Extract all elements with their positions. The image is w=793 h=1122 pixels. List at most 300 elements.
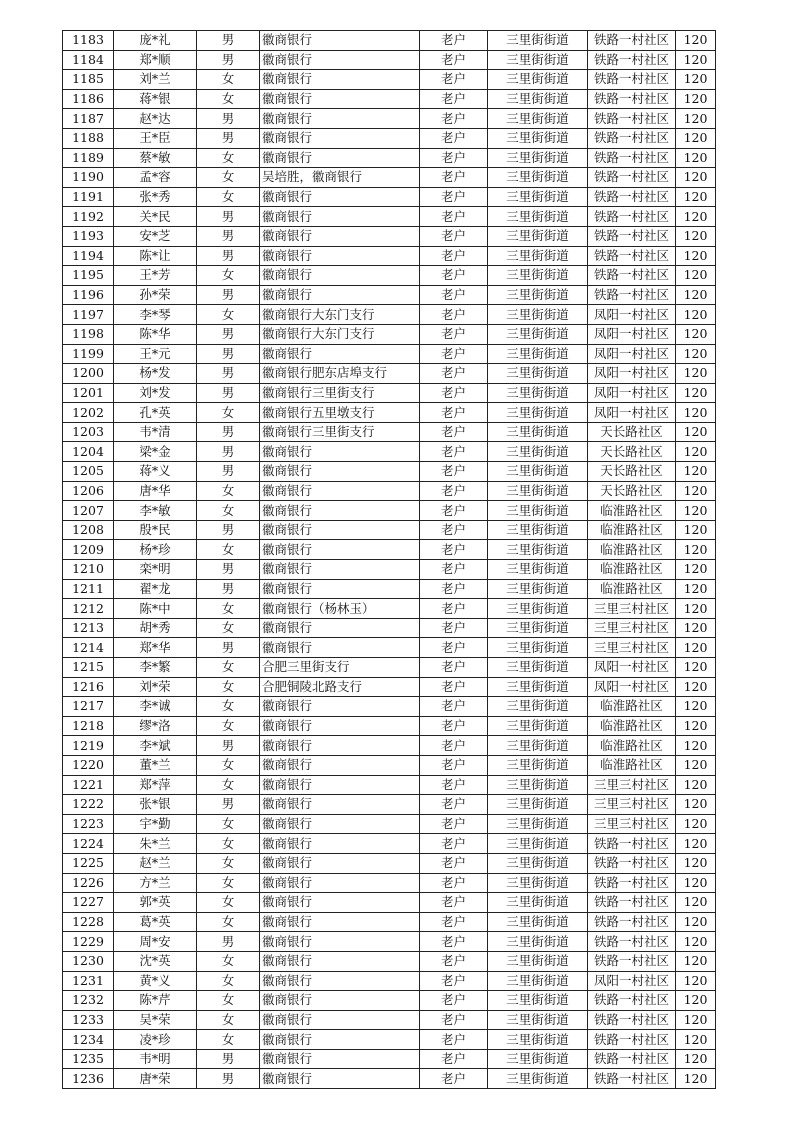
amount-cell: 120: [676, 834, 716, 854]
amount-cell: 120: [676, 1069, 716, 1089]
gender-cell: 女: [197, 912, 260, 932]
community-cell: 凤阳一村社区: [588, 677, 676, 697]
community-cell: 凤阳一村社区: [588, 658, 676, 678]
bank-cell: 徽商银行: [260, 1030, 420, 1050]
serial-number-cell: 1203: [63, 422, 114, 442]
household-type-cell: 老户: [420, 383, 488, 403]
table-row: [63, 795, 716, 815]
serial-number-cell: 1210: [63, 560, 114, 580]
serial-number-cell: 1192: [63, 207, 114, 227]
household-type-cell: 老户: [420, 89, 488, 109]
bank-cell: 徽商银行: [260, 579, 420, 599]
amount-cell: 120: [676, 246, 716, 266]
name-cell: 蒋*义: [114, 462, 197, 482]
subdistrict-cell: 三里街街道: [488, 128, 588, 148]
subdistrict-cell: 三里街街道: [488, 305, 588, 325]
table-row: [63, 971, 716, 991]
community-cell: 凤阳一村社区: [588, 364, 676, 384]
name-cell: 陈*华: [114, 324, 197, 344]
serial-number-cell: 1234: [63, 1030, 114, 1050]
table-row: [63, 873, 716, 893]
name-cell: 韦*清: [114, 422, 197, 442]
subdistrict-cell: 三里街街道: [488, 442, 588, 462]
community-cell: 临淮路社区: [588, 560, 676, 580]
amount-cell: 120: [676, 520, 716, 540]
subdistrict-cell: 三里街街道: [488, 1010, 588, 1030]
household-type-cell: 老户: [420, 462, 488, 482]
community-cell: 临淮路社区: [588, 501, 676, 521]
bank-cell: 徽商银行大东门支行: [260, 305, 420, 325]
serial-number-cell: 1230: [63, 951, 114, 971]
household-type-cell: 老户: [420, 775, 488, 795]
table-row: [63, 658, 716, 678]
gender-cell: 女: [197, 971, 260, 991]
table-row: [63, 442, 716, 462]
bank-cell: 徽商银行: [260, 266, 420, 286]
bank-cell: 徽商银行: [260, 755, 420, 775]
serial-number-cell: 1217: [63, 697, 114, 717]
table-row: [63, 481, 716, 501]
serial-number-cell: 1219: [63, 736, 114, 756]
serial-number-cell: 1232: [63, 991, 114, 1011]
gender-cell: 女: [197, 814, 260, 834]
subdistrict-cell: 三里街街道: [488, 540, 588, 560]
table-row: [63, 716, 716, 736]
bank-cell: 合肥铜陵北路支行: [260, 677, 420, 697]
name-cell: 李*敏: [114, 501, 197, 521]
household-type-cell: 老户: [420, 403, 488, 423]
table-row: [63, 168, 716, 188]
community-cell: 凤阳一村社区: [588, 971, 676, 991]
serial-number-cell: 1225: [63, 853, 114, 873]
community-cell: 凤阳一村社区: [588, 403, 676, 423]
subdistrict-cell: 三里街街道: [488, 226, 588, 246]
amount-cell: 120: [676, 932, 716, 952]
name-cell: 郭*英: [114, 893, 197, 913]
gender-cell: 女: [197, 148, 260, 168]
table-row: [63, 128, 716, 148]
gender-cell: 男: [197, 31, 260, 51]
serial-number-cell: 1193: [63, 226, 114, 246]
amount-cell: 120: [676, 912, 716, 932]
gender-cell: 男: [197, 226, 260, 246]
subdistrict-cell: 三里街街道: [488, 716, 588, 736]
name-cell: 陈*中: [114, 599, 197, 619]
amount-cell: 120: [676, 305, 716, 325]
household-type-cell: 老户: [420, 109, 488, 129]
gender-cell: 男: [197, 344, 260, 364]
amount-cell: 120: [676, 853, 716, 873]
bank-cell: 徽商银行: [260, 697, 420, 717]
community-cell: 天长路社区: [588, 442, 676, 462]
community-cell: 铁路一村社区: [588, 31, 676, 51]
subdistrict-cell: 三里街街道: [488, 579, 588, 599]
household-type-cell: 老户: [420, 266, 488, 286]
amount-cell: 120: [676, 344, 716, 364]
household-type-cell: 老户: [420, 226, 488, 246]
community-cell: 临淮路社区: [588, 579, 676, 599]
amount-cell: 120: [676, 814, 716, 834]
bank-cell: 徽商银行: [260, 1069, 420, 1089]
household-type-cell: 老户: [420, 873, 488, 893]
bank-cell: 徽商银行: [260, 501, 420, 521]
bank-cell: 徽商银行: [260, 1049, 420, 1069]
community-cell: 铁路一村社区: [588, 50, 676, 70]
household-type-cell: 老户: [420, 716, 488, 736]
community-cell: 铁路一村社区: [588, 89, 676, 109]
community-cell: 凤阳一村社区: [588, 324, 676, 344]
table-row: [63, 501, 716, 521]
household-type-cell: 老户: [420, 912, 488, 932]
table-row: [63, 148, 716, 168]
amount-cell: 120: [676, 658, 716, 678]
serial-number-cell: 1212: [63, 599, 114, 619]
bank-cell: 徽商银行: [260, 50, 420, 70]
bank-cell: 徽商银行: [260, 462, 420, 482]
bank-cell: 徽商银行: [260, 853, 420, 873]
bank-cell: 徽商银行: [260, 951, 420, 971]
gender-cell: 男: [197, 364, 260, 384]
table-row: [63, 364, 716, 384]
name-cell: 王*元: [114, 344, 197, 364]
table-row: [63, 853, 716, 873]
gender-cell: 男: [197, 795, 260, 815]
serial-number-cell: 1216: [63, 677, 114, 697]
household-type-cell: 老户: [420, 618, 488, 638]
name-cell: 葛*英: [114, 912, 197, 932]
gender-cell: 女: [197, 1030, 260, 1050]
household-type-cell: 老户: [420, 1010, 488, 1030]
table-row: [63, 462, 716, 482]
gender-cell: 男: [197, 1049, 260, 1069]
household-type-cell: 老户: [420, 305, 488, 325]
table-row: [63, 540, 716, 560]
household-type-cell: 老户: [420, 755, 488, 775]
serial-number-cell: 1198: [63, 324, 114, 344]
serial-number-cell: 1197: [63, 305, 114, 325]
name-cell: 孔*英: [114, 403, 197, 423]
table-row: [63, 187, 716, 207]
amount-cell: 120: [676, 128, 716, 148]
table-row: [63, 109, 716, 129]
amount-cell: 120: [676, 971, 716, 991]
name-cell: 朱*兰: [114, 834, 197, 854]
subdistrict-cell: 三里街街道: [488, 991, 588, 1011]
serial-number-cell: 1189: [63, 148, 114, 168]
subdistrict-cell: 三里街街道: [488, 383, 588, 403]
community-cell: 铁路一村社区: [588, 226, 676, 246]
community-cell: 三里三村社区: [588, 618, 676, 638]
subdistrict-cell: 三里街街道: [488, 109, 588, 129]
bank-cell: 徽商银行: [260, 912, 420, 932]
amount-cell: 120: [676, 207, 716, 227]
subdistrict-cell: 三里街街道: [488, 266, 588, 286]
table-row: [63, 207, 716, 227]
table-row: [63, 70, 716, 90]
bank-cell: 徽商银行三里街支行: [260, 422, 420, 442]
household-type-cell: 老户: [420, 324, 488, 344]
amount-cell: 120: [676, 168, 716, 188]
subdistrict-cell: 三里街街道: [488, 853, 588, 873]
household-type-cell: 老户: [420, 168, 488, 188]
name-cell: 张*秀: [114, 187, 197, 207]
name-cell: 韦*明: [114, 1049, 197, 1069]
subdistrict-cell: 三里街街道: [488, 1030, 588, 1050]
community-cell: 铁路一村社区: [588, 1049, 676, 1069]
gender-cell: 男: [197, 520, 260, 540]
name-cell: 李*斌: [114, 736, 197, 756]
name-cell: 赵*兰: [114, 853, 197, 873]
serial-number-cell: 1195: [63, 266, 114, 286]
name-cell: 赵*达: [114, 109, 197, 129]
gender-cell: 女: [197, 599, 260, 619]
name-cell: 孙*荣: [114, 285, 197, 305]
name-cell: 李*繁: [114, 658, 197, 678]
household-type-cell: 老户: [420, 442, 488, 462]
table-row: [63, 560, 716, 580]
household-type-cell: 老户: [420, 285, 488, 305]
table-body: [63, 31, 716, 1089]
name-cell: 蒋*银: [114, 89, 197, 109]
table-row: [63, 1030, 716, 1050]
subdistrict-cell: 三里街街道: [488, 677, 588, 697]
gender-cell: 女: [197, 403, 260, 423]
name-cell: 方*兰: [114, 873, 197, 893]
name-cell: 安*芝: [114, 226, 197, 246]
bank-cell: 合肥三里街支行: [260, 658, 420, 678]
household-type-cell: 老户: [420, 501, 488, 521]
serial-number-cell: 1233: [63, 1010, 114, 1030]
table-row: [63, 1010, 716, 1030]
name-cell: 刘*兰: [114, 70, 197, 90]
community-cell: 铁路一村社区: [588, 207, 676, 227]
household-type-cell: 老户: [420, 481, 488, 501]
subdistrict-cell: 三里街街道: [488, 403, 588, 423]
bank-cell: 徽商银行: [260, 70, 420, 90]
amount-cell: 120: [676, 795, 716, 815]
serial-number-cell: 1226: [63, 873, 114, 893]
subdistrict-cell: 三里街街道: [488, 422, 588, 442]
community-cell: 三里三村社区: [588, 775, 676, 795]
household-type-cell: 老户: [420, 893, 488, 913]
subdistrict-cell: 三里街街道: [488, 755, 588, 775]
gender-cell: 男: [197, 50, 260, 70]
table-row: [63, 912, 716, 932]
name-cell: 唐*荣: [114, 1069, 197, 1089]
bank-cell: 徽商银行: [260, 344, 420, 364]
table-row: [63, 344, 716, 364]
subdistrict-cell: 三里街街道: [488, 324, 588, 344]
amount-cell: 120: [676, 697, 716, 717]
serial-number-cell: 1236: [63, 1069, 114, 1089]
subdistrict-cell: 三里街街道: [488, 560, 588, 580]
household-type-cell: 老户: [420, 599, 488, 619]
table-row: [63, 618, 716, 638]
subdistrict-cell: 三里街街道: [488, 207, 588, 227]
bank-cell: 徽商银行: [260, 971, 420, 991]
bank-cell: 徽商银行: [260, 226, 420, 246]
name-cell: 郑*萍: [114, 775, 197, 795]
community-cell: 铁路一村社区: [588, 187, 676, 207]
household-type-cell: 老户: [420, 187, 488, 207]
gender-cell: 女: [197, 266, 260, 286]
table-row: [63, 285, 716, 305]
community-cell: 临淮路社区: [588, 697, 676, 717]
gender-cell: 男: [197, 462, 260, 482]
household-type-cell: 老户: [420, 560, 488, 580]
serial-number-cell: 1218: [63, 716, 114, 736]
amount-cell: 120: [676, 364, 716, 384]
serial-number-cell: 1228: [63, 912, 114, 932]
community-cell: 铁路一村社区: [588, 266, 676, 286]
serial-number-cell: 1231: [63, 971, 114, 991]
table-row: [63, 736, 716, 756]
subdistrict-cell: 三里街街道: [488, 31, 588, 51]
table-row: [63, 89, 716, 109]
subdistrict-cell: 三里街街道: [488, 481, 588, 501]
name-cell: 杨*珍: [114, 540, 197, 560]
household-type-cell: 老户: [420, 991, 488, 1011]
subdistrict-cell: 三里街街道: [488, 285, 588, 305]
subdistrict-cell: 三里街街道: [488, 873, 588, 893]
name-cell: 缪*洛: [114, 716, 197, 736]
community-cell: 临淮路社区: [588, 520, 676, 540]
bank-cell: 徽商银行: [260, 560, 420, 580]
bank-cell: 徽商银行: [260, 540, 420, 560]
subdistrict-cell: 三里街街道: [488, 462, 588, 482]
table-row: [63, 834, 716, 854]
bank-cell: 徽商银行: [260, 148, 420, 168]
bank-cell: 徽商银行: [260, 1010, 420, 1030]
household-type-cell: 老户: [420, 1069, 488, 1089]
table-row: [63, 520, 716, 540]
household-type-cell: 老户: [420, 540, 488, 560]
community-cell: 铁路一村社区: [588, 951, 676, 971]
amount-cell: 120: [676, 266, 716, 286]
amount-cell: 120: [676, 755, 716, 775]
gender-cell: 女: [197, 305, 260, 325]
amount-cell: 120: [676, 1049, 716, 1069]
household-type-cell: 老户: [420, 148, 488, 168]
bank-cell: 徽商银行: [260, 618, 420, 638]
table-row: [63, 991, 716, 1011]
community-cell: 铁路一村社区: [588, 246, 676, 266]
serial-number-cell: 1229: [63, 932, 114, 952]
household-type-cell: 老户: [420, 951, 488, 971]
bank-cell: 徽商银行: [260, 873, 420, 893]
subdistrict-cell: 三里街街道: [488, 814, 588, 834]
household-type-cell: 老户: [420, 579, 488, 599]
serial-number-cell: 1194: [63, 246, 114, 266]
community-cell: 铁路一村社区: [588, 70, 676, 90]
amount-cell: 120: [676, 677, 716, 697]
subdistrict-cell: 三里街街道: [488, 187, 588, 207]
household-type-cell: 老户: [420, 520, 488, 540]
gender-cell: 女: [197, 697, 260, 717]
gender-cell: 女: [197, 853, 260, 873]
bank-cell: 徽商银行五里墩支行: [260, 403, 420, 423]
gender-cell: 男: [197, 560, 260, 580]
name-cell: 胡*秀: [114, 618, 197, 638]
subdistrict-cell: 三里街街道: [488, 951, 588, 971]
gender-cell: 女: [197, 873, 260, 893]
bank-cell: 徽商银行: [260, 991, 420, 1011]
bank-cell: 徽商银行: [260, 716, 420, 736]
bank-cell: 徽商银行: [260, 481, 420, 501]
serial-number-cell: 1220: [63, 755, 114, 775]
community-cell: 三里三村社区: [588, 795, 676, 815]
community-cell: 铁路一村社区: [588, 873, 676, 893]
name-cell: 栾*明: [114, 560, 197, 580]
amount-cell: 120: [676, 716, 716, 736]
table-row: [63, 638, 716, 658]
amount-cell: 120: [676, 775, 716, 795]
amount-cell: 120: [676, 1030, 716, 1050]
amount-cell: 120: [676, 951, 716, 971]
table-row: [63, 814, 716, 834]
bank-cell: 徽商银行: [260, 207, 420, 227]
subdistrict-cell: 三里街街道: [488, 736, 588, 756]
bank-cell: 徽商银行: [260, 246, 420, 266]
table-row: [63, 324, 716, 344]
subdistrict-cell: 三里街街道: [488, 70, 588, 90]
gender-cell: 男: [197, 932, 260, 952]
table-row: [63, 422, 716, 442]
amount-cell: 120: [676, 70, 716, 90]
community-cell: 三里三村社区: [588, 638, 676, 658]
name-cell: 宇*勤: [114, 814, 197, 834]
household-type-cell: 老户: [420, 697, 488, 717]
gender-cell: 女: [197, 89, 260, 109]
amount-cell: 120: [676, 991, 716, 1011]
amount-cell: 120: [676, 560, 716, 580]
serial-number-cell: 1211: [63, 579, 114, 599]
gender-cell: 女: [197, 951, 260, 971]
subdistrict-cell: 三里街街道: [488, 697, 588, 717]
subdistrict-cell: 三里街街道: [488, 501, 588, 521]
amount-cell: 120: [676, 736, 716, 756]
subdistrict-cell: 三里街街道: [488, 364, 588, 384]
table-row: [63, 305, 716, 325]
subdistrict-cell: 三里街街道: [488, 89, 588, 109]
household-type-cell: 老户: [420, 70, 488, 90]
serial-number-cell: 1191: [63, 187, 114, 207]
household-type-cell: 老户: [420, 1030, 488, 1050]
subdistrict-cell: 三里街街道: [488, 148, 588, 168]
subdistrict-cell: 三里街街道: [488, 50, 588, 70]
community-cell: 凤阳一村社区: [588, 305, 676, 325]
household-type-cell: 老户: [420, 736, 488, 756]
gender-cell: 女: [197, 70, 260, 90]
gender-cell: 男: [197, 383, 260, 403]
serial-number-cell: 1223: [63, 814, 114, 834]
table-row: [63, 266, 716, 286]
amount-cell: 120: [676, 1010, 716, 1030]
subdistrict-cell: 三里街街道: [488, 638, 588, 658]
bank-cell: 徽商银行大东门支行: [260, 324, 420, 344]
gender-cell: 男: [197, 579, 260, 599]
name-cell: 李*琴: [114, 305, 197, 325]
bank-cell: 徽商银行: [260, 775, 420, 795]
bank-cell: 徽商银行: [260, 638, 420, 658]
community-cell: 铁路一村社区: [588, 1069, 676, 1089]
household-type-cell: 老户: [420, 246, 488, 266]
name-cell: 王*芳: [114, 266, 197, 286]
name-cell: 李*诚: [114, 697, 197, 717]
gender-cell: 男: [197, 285, 260, 305]
serial-number-cell: 1227: [63, 893, 114, 913]
gender-cell: 女: [197, 677, 260, 697]
